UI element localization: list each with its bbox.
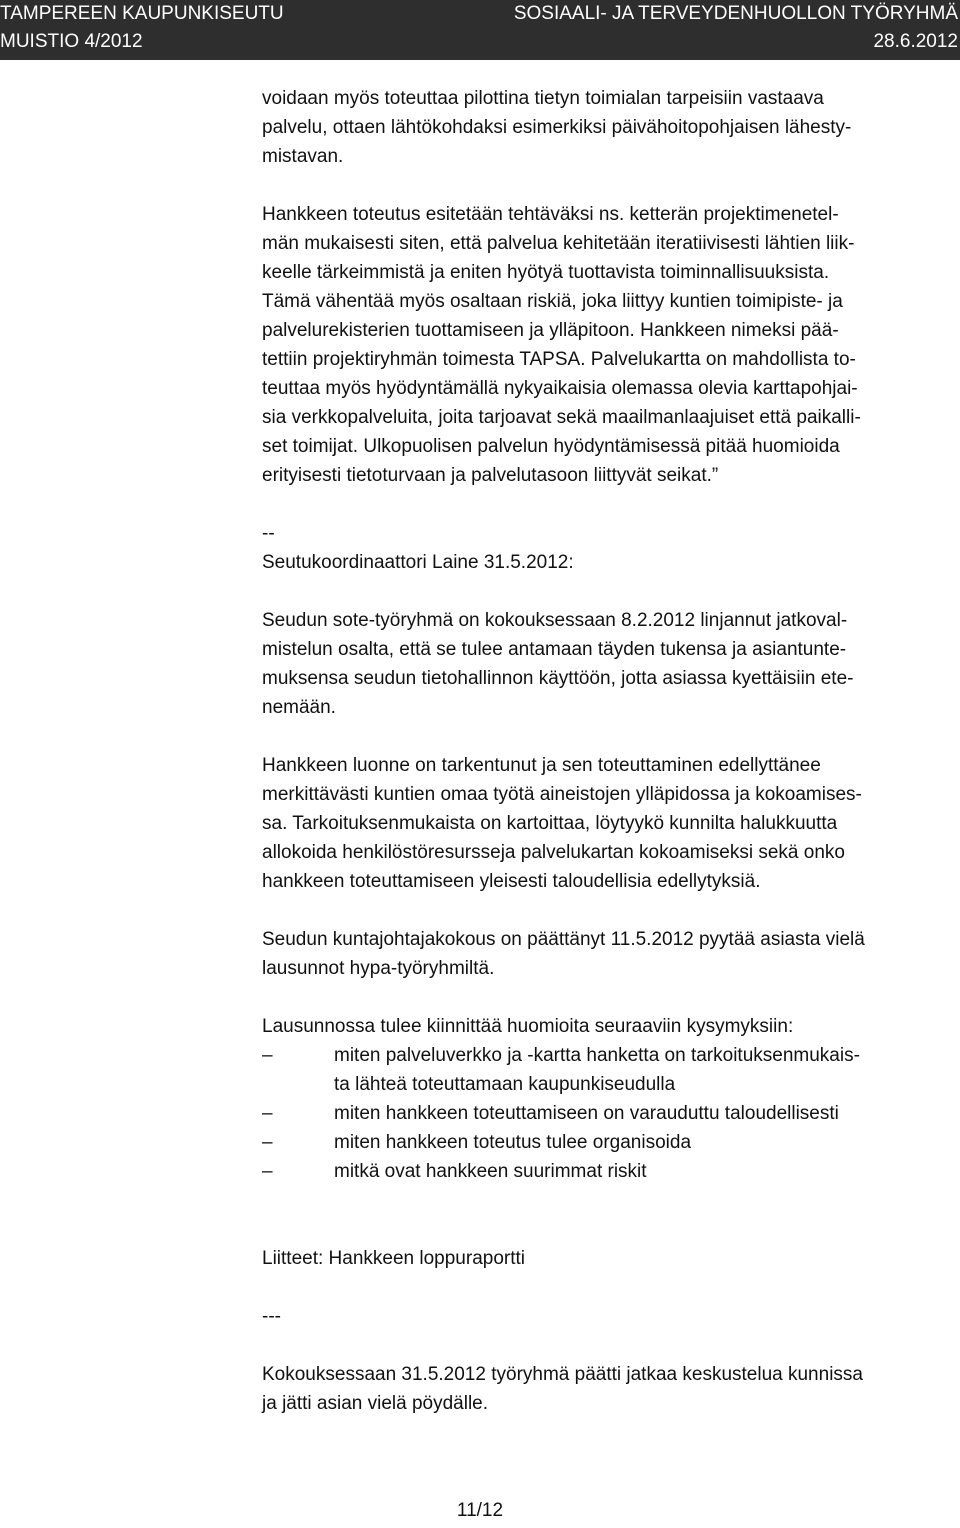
list-item: ‒ mitkä ovat hankkeen suurimmat riskit bbox=[262, 1157, 934, 1186]
text-line: Seudun kuntajohtajakokous on päättänyt 11.5.2012 pyytää asiasta vielä bbox=[262, 929, 865, 950]
paragraph-implementation bbox=[262, 200, 934, 490]
dash-bullet: ‒ bbox=[262, 1103, 273, 1124]
list-item: ‒ miten hankkeen toteutus tulee organisoida bbox=[262, 1128, 934, 1157]
text-line: lausunnot hypa-työryhmiltä. bbox=[262, 958, 495, 979]
text-line: set toimijat. Ulkopuolisen palvelun hyödyntämisessä pitää huomioida bbox=[262, 436, 840, 457]
text-line: palvelurekisterien tuottamiseen ja ylläpitoon. Hankkeen nimeksi pää- bbox=[262, 320, 839, 341]
text-line: erityisesti tietoturvaan ja palvelutasoon liittyvät seikat.” bbox=[262, 465, 719, 486]
document-header bbox=[0, 0, 960, 60]
paragraph-sote-group bbox=[262, 606, 934, 722]
text-line: sa. Tarkoituksenmukaista on kartoittaa, löytyykö kunnilta halukkuutta bbox=[262, 813, 838, 834]
separator-triple-dash: --- bbox=[262, 1306, 281, 1327]
text-line: Seudun sote-työryhmä on kokouksessaan 8.2.2012 linjannut jatkoval- bbox=[262, 610, 848, 631]
text-line: merkittävästi kuntien omaa työtä aineistojen ylläpidossa ja kokoamises- bbox=[262, 784, 862, 805]
paragraph-pilot bbox=[262, 84, 934, 171]
spacer bbox=[262, 1215, 934, 1244]
text-line: mistelun osalta, että se tulee antamaan täyden tukensa ja asiantunte- bbox=[262, 639, 847, 660]
text-line: Tämä vähentää myös osaltaan riskiä, joka liittyy kuntien toimipiste- ja bbox=[262, 291, 843, 312]
text-line: allokoida henkilöstöresursseja palvelukartan kokoamiseksi sekä onko bbox=[262, 842, 845, 863]
text-line: nemään. bbox=[262, 697, 336, 718]
dash-bullet: ‒ bbox=[262, 1045, 273, 1066]
text-line: män mukaisesti siten, että palvelua kehitetään iteratiivisesti lähtien liik- bbox=[262, 233, 855, 254]
dash-bullet: ‒ bbox=[262, 1161, 273, 1182]
org-name: TAMPEREEN KAUPUNKISEUTU bbox=[0, 3, 284, 24]
paragraph-project-nature bbox=[262, 751, 934, 896]
text-line: ja jätti asian vielä pöydälle. bbox=[262, 1393, 489, 1414]
text-line: Hankkeen toteutus esitetään tehtäväksi ns. ketterän projektimenetel- bbox=[262, 204, 839, 225]
list-item: ‒ miten palveluverkko ja -kartta hanketta on tarkoituksenmukais- ta lähteä toteuttamaan kaupunkiseudulla bbox=[262, 1041, 934, 1099]
text-line: mistavan. bbox=[262, 146, 344, 167]
questions-intro: Lausunnossa tulee kiinnittää huomioita seuraaviin kysymyksiin: bbox=[262, 1016, 794, 1037]
text-line: palvelu, ottaen lähtökohdaksi esimerkiksi päivähoitopohjaisen lähesty- bbox=[262, 117, 852, 138]
paragraph-municipal-meeting bbox=[262, 925, 934, 983]
text-line: Kokouksessaan 31.5.2012 työryhmä päätti jatkaa keskustelua kunnissa bbox=[262, 1364, 863, 1385]
text-line: voidaan myös toteuttaa pilottina tietyn toimialan tarpeisiin vastaava bbox=[262, 88, 824, 109]
text-line: tettiin projektiryhmän toimesta TAPSA. Palvelukartta on mahdollista to- bbox=[262, 349, 856, 370]
text-line: hankkeen toteuttamiseen yleisesti taloudellisia edellytyksiä. bbox=[262, 871, 761, 892]
group-name: SOSIAALI- JA TERVEYDENHUOLLON TYÖRYHMÄ bbox=[513, 3, 958, 24]
page-number: 11/12 bbox=[456, 1500, 504, 1521]
text-line: teuttaa myös hyödyntämällä nykyaikaisia olemassa olevia karttapohjai- bbox=[262, 378, 858, 399]
memo-number: MUISTIO 4/2012 bbox=[0, 31, 143, 52]
document-body bbox=[262, 84, 934, 1447]
coordinator-heading: Seutukoordinaattori Laine 31.5.2012: bbox=[262, 552, 574, 573]
text-line: Hankkeen luonne on tarkentunut ja sen toteuttaminen edellyttänee bbox=[262, 755, 821, 776]
questions-list bbox=[262, 1041, 934, 1186]
memo-date: 28.6.2012 bbox=[873, 31, 958, 52]
text-line: keelle tärkeimmistä ja eniten hyötyä tuottavista toiminnallisuuksista. bbox=[262, 262, 830, 283]
paragraph-decision bbox=[262, 1360, 934, 1418]
dash-bullet: ‒ bbox=[262, 1132, 273, 1153]
list-item: ‒ miten hankkeen toteuttamiseen on varauduttu taloudellisesti bbox=[262, 1099, 934, 1128]
text-line: sia verkkopalveluita, joita tarjoavat sekä maailmanlaajuiset että paikalli- bbox=[262, 407, 861, 428]
attachments-line: Liitteet: Hankkeen loppuraportti bbox=[262, 1248, 525, 1269]
text-line: muksensa seudun tietohallinnon käyttöön, jotta asiassa kyettäisiin ete- bbox=[262, 668, 854, 689]
separator-double-dash: -- bbox=[262, 523, 275, 544]
